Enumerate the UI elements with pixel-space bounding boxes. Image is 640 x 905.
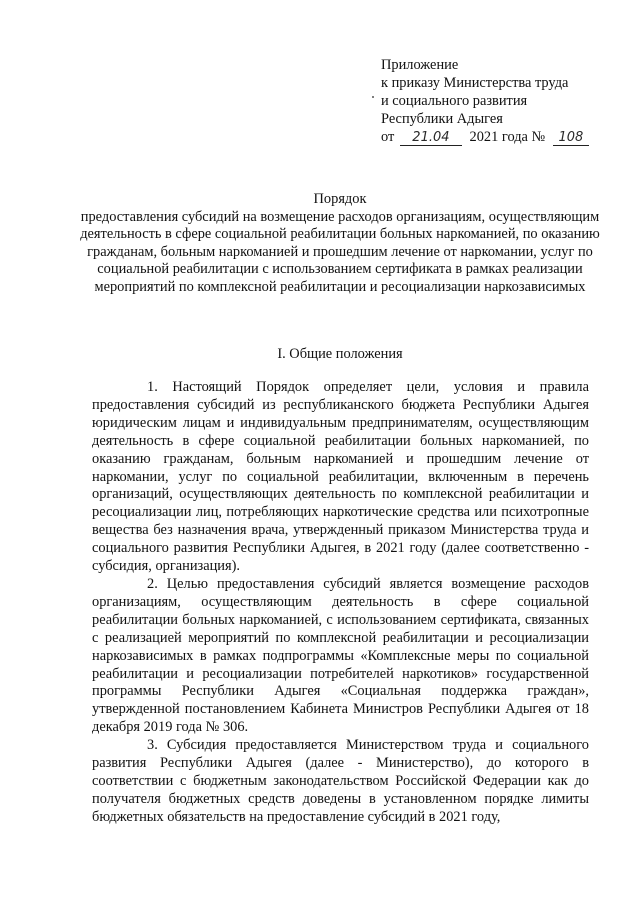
title-subtitle: предоставления субсидий на возмещение расходов организациям, осуществляющим деятельность в сфере социальной реабилитации больных наркоманией, по оказанию гражданам, больным наркоманией и прошедшим лечение от наркомании, услуг по социальной реабилитации с использованием сертификата в рамках реализации мероприятий по комплексной реабилитации и ресоциализации наркозависимых	[80, 208, 600, 295]
appendix-ministry-line: и социального развития	[381, 93, 528, 109]
handwritten-date: 21.04	[400, 131, 462, 146]
section-heading: I. Общие положения	[277, 346, 403, 362]
paragraph-2: 2. Целью предоставления субсидий является возмещение расходов организациям, осуществляющим деятельность в сфере социальной реабилитации больных наркоманией, с использованием сертификата, связанных с реализацией мероприятий по комплексной реабилитации и ресоциализации наркозависимых в рамках подпрограммы «Комплексные меры по социальной реабилитации и ресоциализации потребителей наркотиков» государственной программы Республики Адыгея «Социальная поддержка граждан», утвержденной постановлением Кабинета Министров Республики Адыгея от 18 декабря 2019 года № 306.	[92, 575, 589, 736]
appendix-block	[381, 56, 631, 146]
year-text: 2021 года №	[469, 129, 546, 145]
date-prefix: от	[381, 129, 395, 145]
appendix-republic-line: Республики Адыгея	[381, 111, 503, 127]
scan-artifact-dot	[372, 96, 374, 98]
appendix-date-line	[381, 128, 631, 146]
title-heading: Порядок	[313, 191, 367, 207]
appendix-label: Приложение	[381, 57, 459, 73]
document-body	[92, 379, 589, 827]
paragraph-1: 1. Настоящий Порядок определяет цели, условия и правила предоставления субсидий из республиканского бюджета Республики Адыгея юридическим лицам и индивидуальным предпринимателям, осуществляющим деятельность в сфере социальной реабилитации больных наркоманией, по оказанию гражданам, больным наркоманией и прошедшим лечение от наркомании, услуг по социальной реабилитации, включенным в перечень организаций, осуществляющих деятельность по комплексной реабилитации и ресоциализации лиц, потребляющих наркотические средства или психотропные вещества без назначения врача, утвержденный приказом Министерства труда и социального развития Республики Адыгея, в 2021 году (далее соответственно - субсидия, организация).	[92, 379, 589, 575]
document-title	[80, 191, 600, 297]
appendix-order-line: к приказу Министерства труда	[381, 75, 569, 91]
handwritten-order-number: 108	[553, 131, 589, 146]
paragraph-3: 3. Субсидия предоставляется Министерством труда и социального развития Республики Адыгея (далее - Министерство), до которого в соответствии с бюджетным законодательством Российской Федерации как до получателя бюджетных средств доведены в установленном порядке лимиты бюджетных обязательств на предоставление субсидий в 2021 году,	[92, 737, 589, 825]
